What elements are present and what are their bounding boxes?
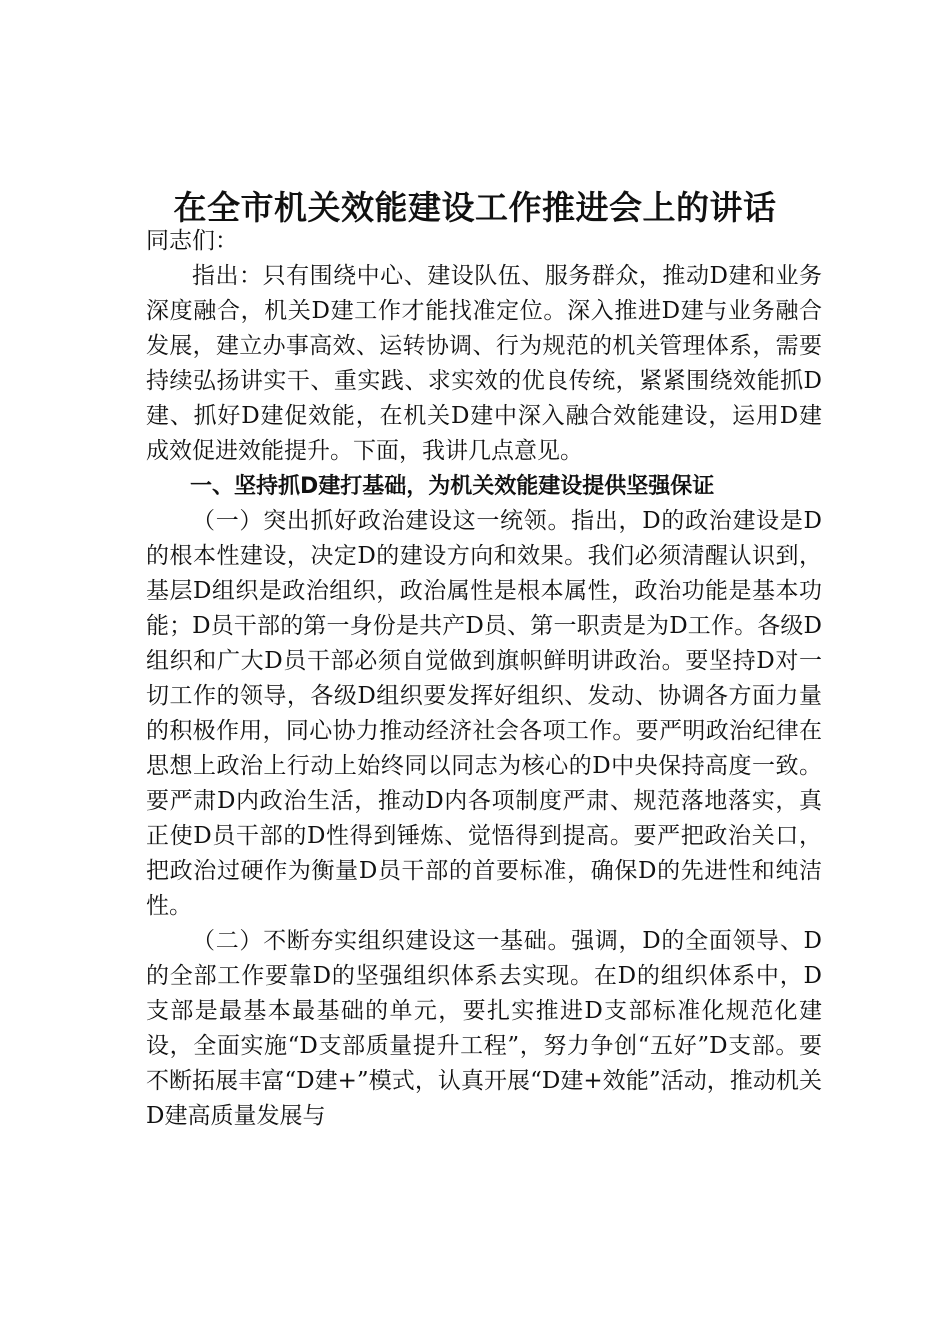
intro-paragraph: 指出：只有围绕中心、建设队伍、服务群众，推动D建和业务深度融合，机关D建工作才能找准定位。深入推进D建与业务融合发展，建立办事高效、运转协调、行为规范的机关管理体系，需要持续弘扬讲实干、重实践、求实效的优良传统，紧紧围绕效能抓D建、抓好D建促效能，在机关D建中深入融合效能建设，运用D建成效促进效能提升。下面，我讲几点意见。: [146, 263, 822, 464]
subsection-paragraph-2: （二）不断夯实组织建设这一基础。强调，D的全面领导、D的全部工作要靠D的坚强组织体系去实现。在D的组织体系中，D支部是最基本最基础的单元，要扎实推进D支部标准化规范化建设，全面实施“D支部质量提升工程”，努力争创“五好”D支部。要不断拓展丰富“D建+”模式，认真开展“D建+效能”活动，推动机关D建高质量发展与: [146, 928, 822, 1129]
document-body: [146, 224, 822, 1134]
subsection-paragraph-1: （一）突出抓好政治建设这一统领。指出，D的政治建设是D的根本性建设，决定D的建设方向和效果。我们必须清醒认识到，基层D组织是政治组织，政治属性是根本属性，政治功能是基本功能；D员干部的第一身份是共产D员、第一职责是为D工作。各级D组织和广大D员干部必须自觉做到旗帜鲜明讲政治。要坚持D对一切工作的领导，各级D组织要发挥好组织、发动、协调各方面力量的积极作用，同心协力推动经济社会各项工作。要严明政治纪律在思想上政治上行动上始终同以同志为核心的D中央保持高度一致。要严肃D内政治生活，推动D内各项制度严肃、规范落地落实，真正使D员干部的D性得到锤炼、觉悟得到提高。要严把政治关口，把政治过硬作为衡量D员干部的首要标准，确保D的先进性和纯洁性。: [146, 508, 822, 919]
document-title: 在全市机关效能建设工作推进会上的讲话: [173, 188, 777, 228]
greeting: 同志们：: [146, 228, 238, 254]
section-heading: 一、坚持抓D建打基础，为机关效能建设提供坚强保证: [190, 474, 715, 499]
